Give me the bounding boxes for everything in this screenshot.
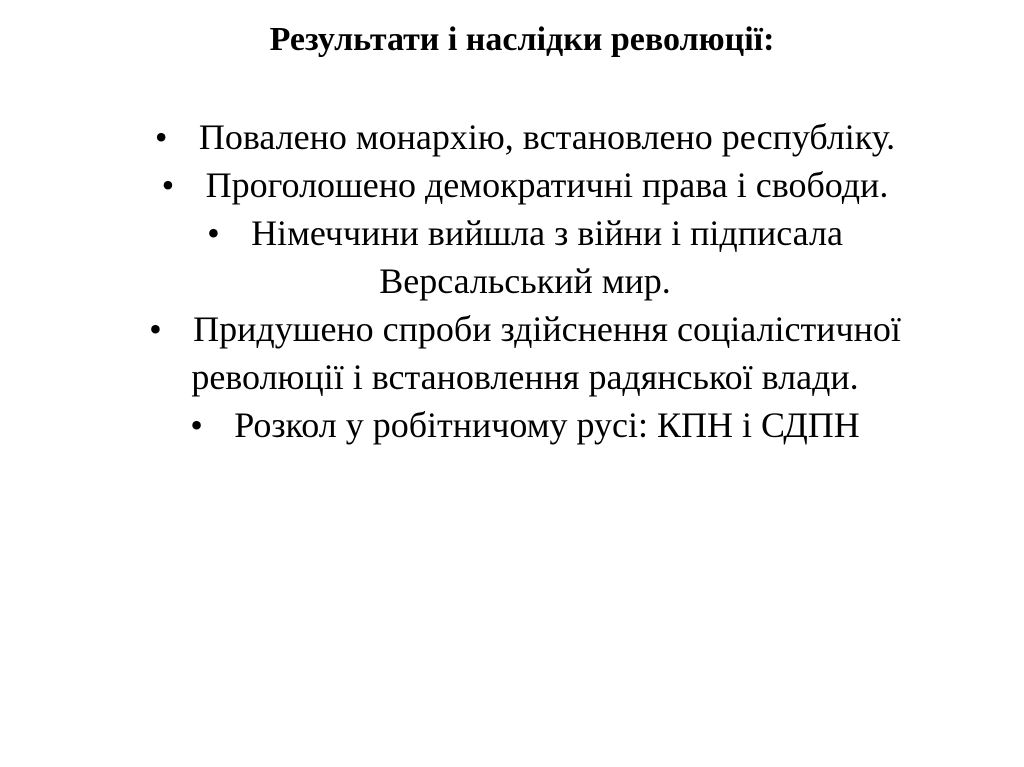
bullet-text: Розкол у робітничому русі: КПН і СДПН [234, 405, 860, 445]
bullet-text: Повалено монархію, встановлено республіку. [198, 117, 896, 157]
bullet-line [0, 209, 1024, 257]
bullet-continuation-line: революції і встановлення радянської влади. [191, 357, 859, 397]
bullet-line [0, 305, 1024, 353]
bullet-icon: • [207, 213, 220, 253]
bullet-icon: • [161, 165, 175, 205]
bullet-line [0, 113, 1024, 161]
bullet-item [0, 401, 1024, 449]
bullet-item [0, 161, 1024, 209]
bullet-text: Придушено спроби здійснення соціалістичної [193, 309, 901, 349]
bullet-line [0, 401, 1024, 449]
bullet-icon: • [149, 309, 162, 349]
bullet-icon: • [190, 405, 203, 445]
slide-title: Результати і наслідки революції: [269, 21, 775, 58]
bullet-line [0, 161, 1024, 209]
bullet-icon: • [154, 117, 168, 157]
bullet-text: Проголошено демократичні права і свободи. [205, 165, 889, 205]
bullet-list [0, 113, 1024, 449]
bullet-item [0, 113, 1024, 161]
bullet-item [0, 209, 1024, 305]
bullet-text: Німеччини вийшла з війни і підписала [251, 213, 843, 253]
bullet-item [0, 305, 1024, 401]
bullet-continuation-line: Версальський мир. [379, 261, 671, 301]
